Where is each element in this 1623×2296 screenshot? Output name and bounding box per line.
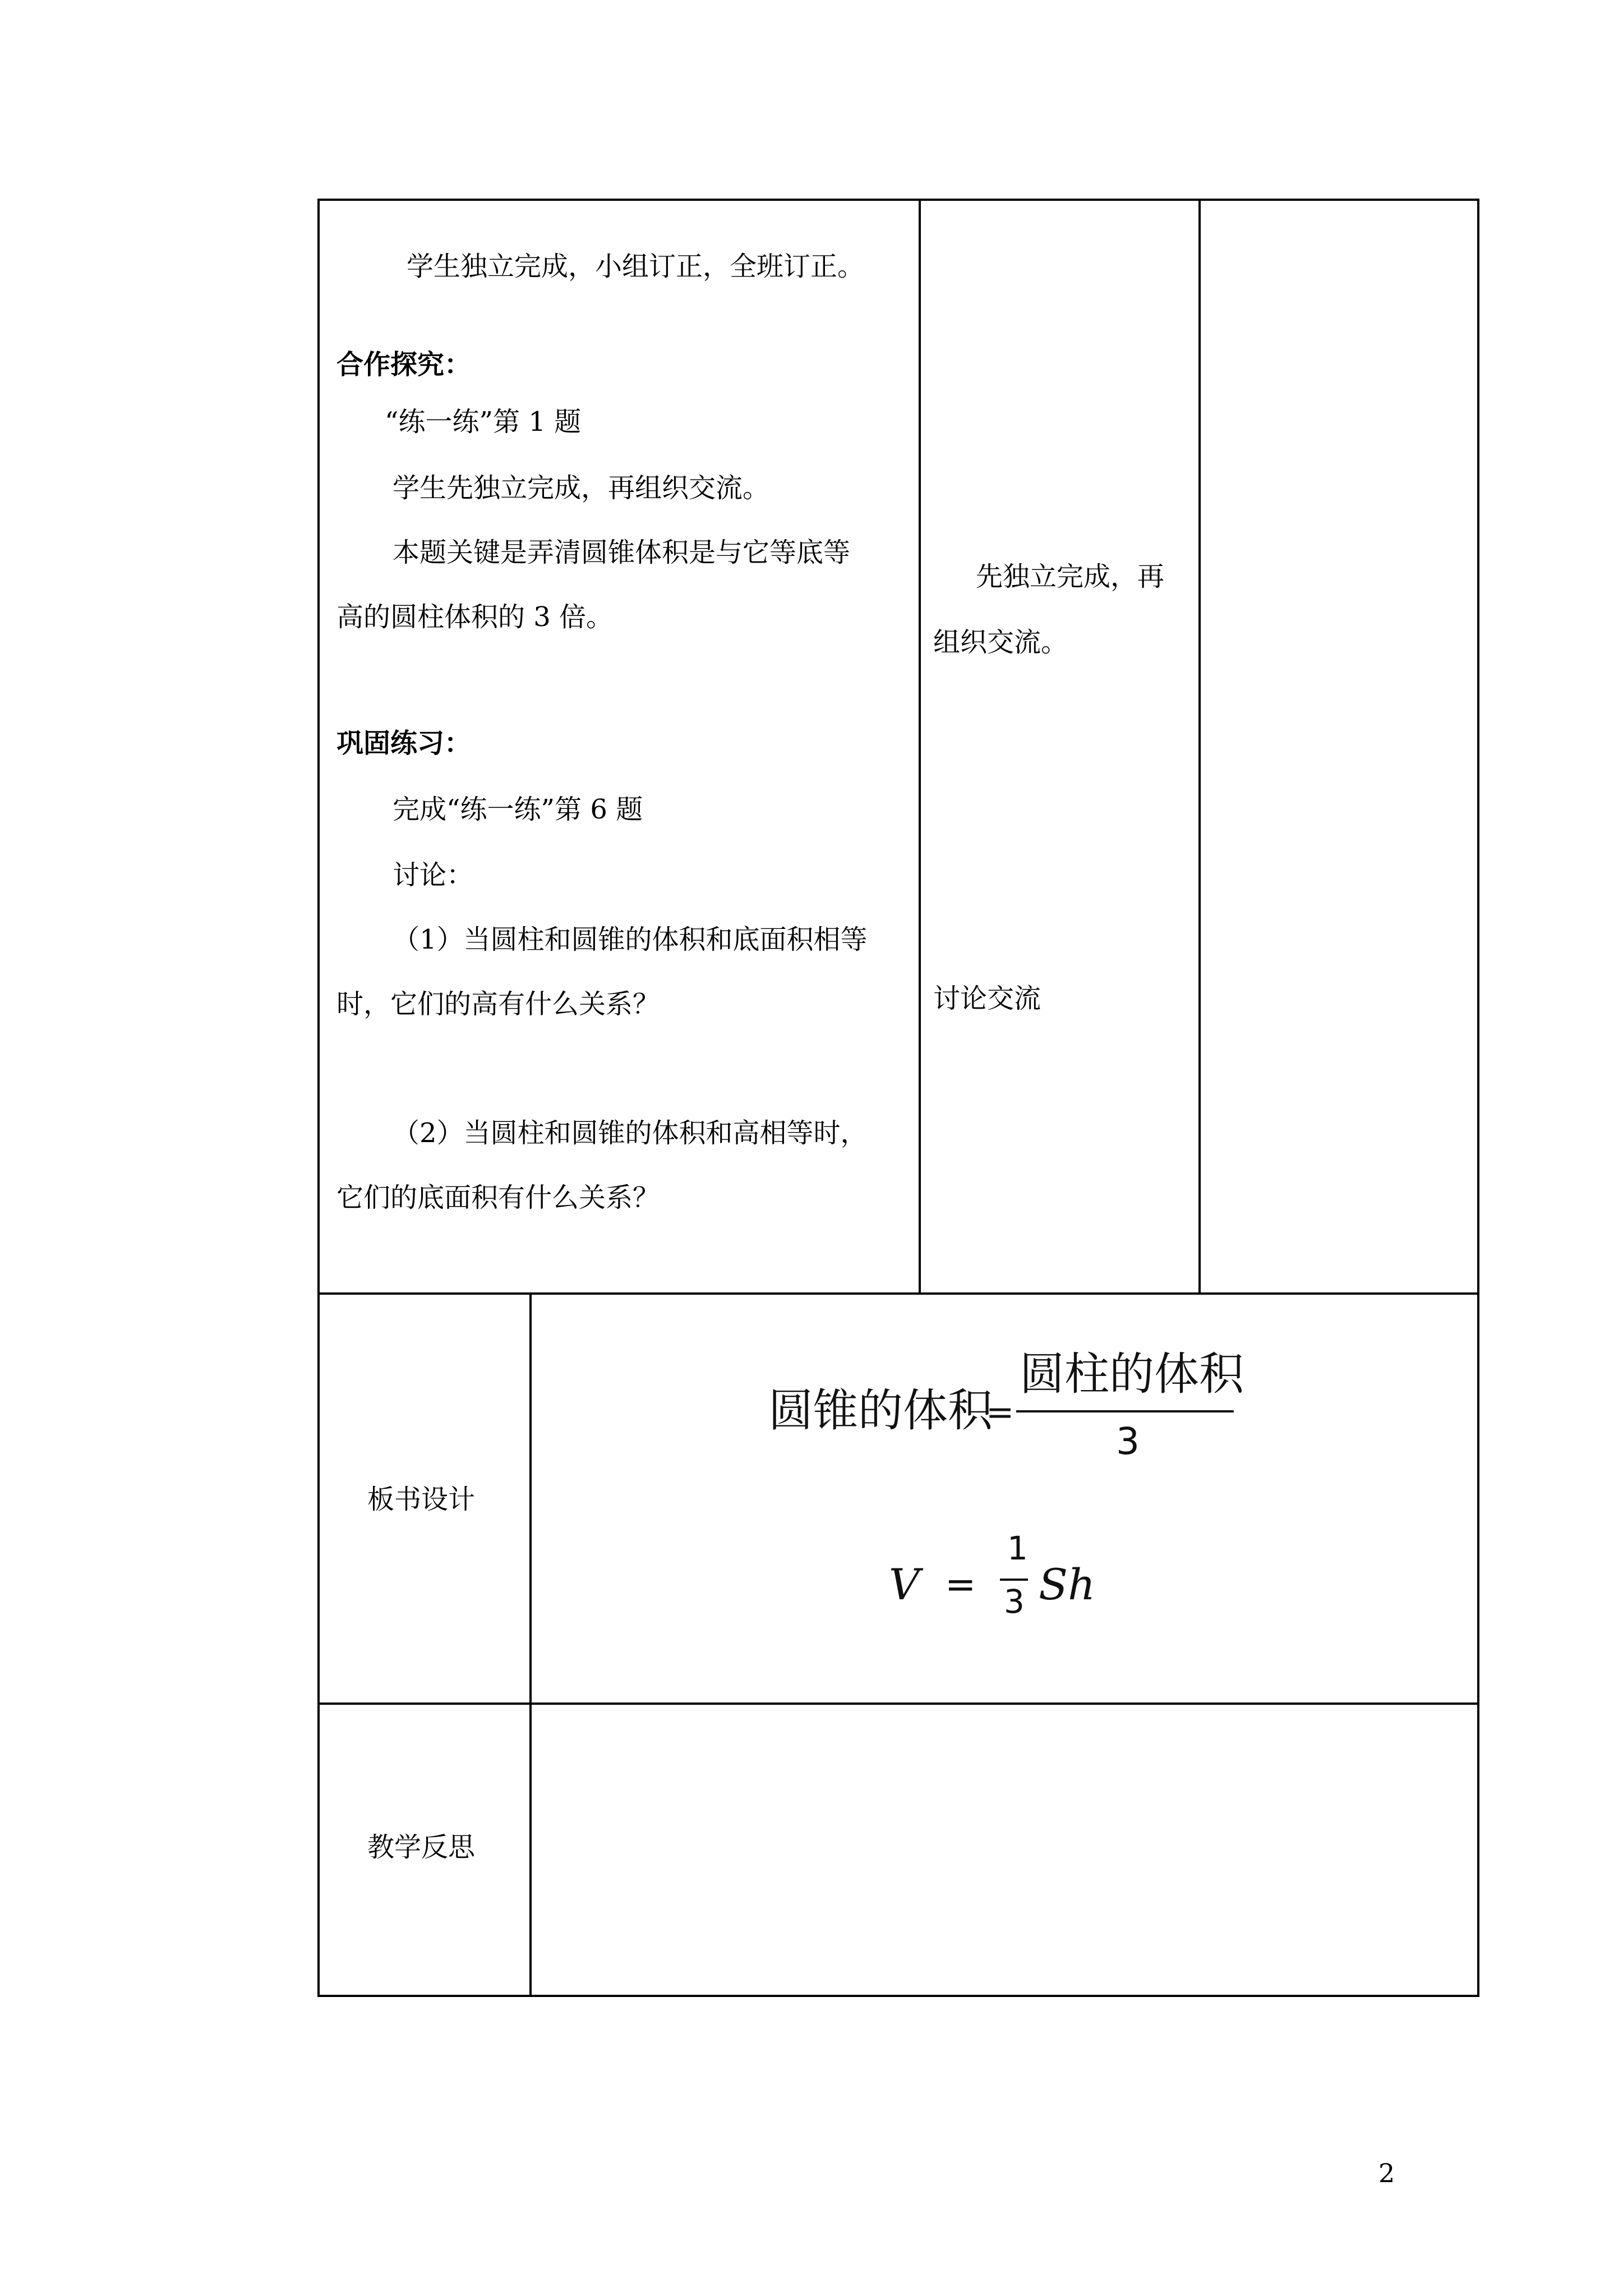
formula2-fraction-bar [1000,1579,1028,1581]
table-divider-activities-bottom [317,1292,1479,1295]
column-divider-student [1198,199,1201,1295]
formula1-fraction-bar [1016,1410,1234,1412]
practice-task-text: 完成“练一练”第 6 题 [393,794,643,825]
page-number: 2 [1378,2158,1395,2188]
teaching-reflection-label: 教学反思 [367,1832,476,1863]
column-divider-label [529,1292,532,1997]
cooperative-key-line2: 高的圆柱体积的 3 倍。 [336,601,614,633]
table-border-top [317,199,1479,201]
table-border-left [317,199,320,1997]
cooperative-step-text: 学生先独立完成，再组织交流。 [393,472,770,504]
formula2-base-height: Sh [1039,1559,1096,1609]
independent-work-text: 学生独立完成，小组订正，全班订正。 [407,251,865,282]
cooperative-inquiry-heading: 合作探究： [336,349,472,380]
formula2-denominator: 3 [1004,1582,1025,1621]
formula2-equals: = [945,1563,976,1606]
table-divider-board-bottom [317,1703,1479,1705]
question2-line2: 它们的底面积有什么关系？ [336,1182,660,1213]
formula1-numerator: 圆柱的体积 [1020,1348,1244,1400]
student-note2: 讨论交流 [933,983,1041,1014]
column-divider-teacher [919,199,921,1295]
discussion-label: 讨论： [393,859,474,891]
practice-heading: 巩固练习： [336,728,472,759]
student-note1-line1: 先独立完成，再 [976,561,1165,592]
question1-line1: （1）当圆柱和圆锥的体积和底面积相等 [393,924,868,955]
formula2-volume-symbol: V [889,1559,920,1609]
formula2-numerator: 1 [1007,1529,1028,1567]
cooperative-key-line1: 本题关键是弄清圆锥体积是与它等底等 [393,537,851,568]
board-design-label: 板书设计 [367,1484,476,1515]
cooperative-task-text: “练一练”第 1 题 [385,406,582,438]
student-note1-line2: 组织交流。 [933,627,1068,658]
table-border-bottom [317,1995,1479,1997]
question2-line1: （2）当圆柱和圆锥的体积和高相等时， [393,1117,868,1149]
formula1-left: 圆锥的体积 [768,1384,993,1437]
formula1-denominator: 3 [1116,1420,1140,1463]
formula1-equals: = [986,1393,1015,1432]
question1-line2: 时，它们的高有什么关系？ [336,988,660,1020]
table-border-right [1477,199,1479,1997]
